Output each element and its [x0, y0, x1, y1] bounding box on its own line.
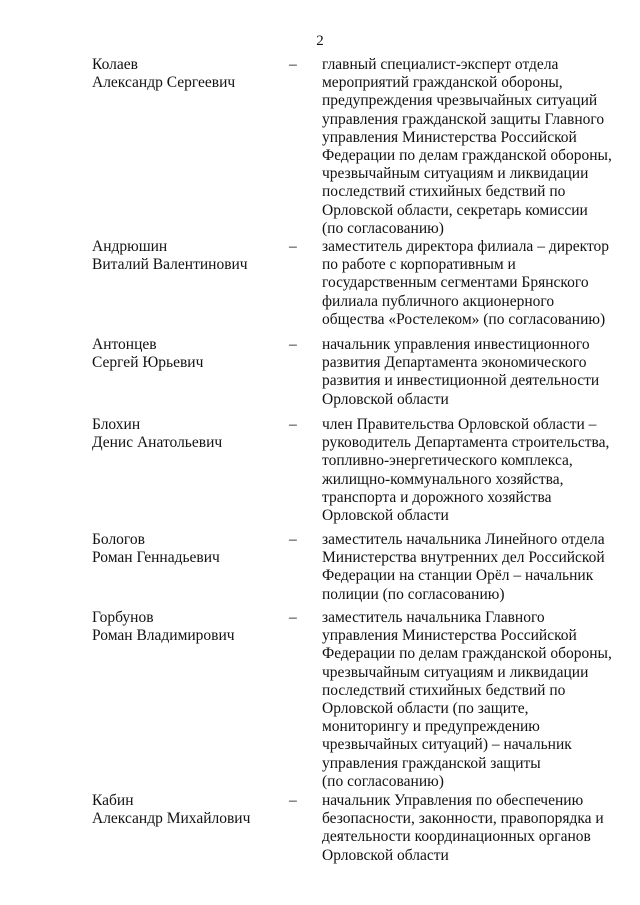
position-line: чрезвычайным ситуациям и ликвидации — [322, 663, 589, 681]
position-line: развития и инвестиционной деятельности — [322, 372, 600, 390]
position-line: Федерации по делам гражданской обороны, — [322, 645, 612, 663]
member-name — [92, 792, 282, 828]
position-line: начальник Управления по обеспечению — [322, 792, 584, 809]
position-line: руководитель Департамента строительства, — [322, 434, 610, 452]
member-position — [322, 336, 614, 409]
position-line: топливно-энергетического комплекса, — [322, 452, 573, 470]
position-line: Орловской области, секретарь комиссии — [322, 201, 588, 219]
position-line: Федерации на станции Орёл – начальник — [322, 567, 594, 585]
position-line: полиции (по согласованию) — [322, 585, 505, 603]
member-given-names: Александр Сергеевич — [92, 74, 236, 92]
position-line: предупреждения чрезвычайных ситуаций — [322, 92, 598, 110]
position-line: мониторингу и предупреждению — [322, 718, 540, 736]
member-given-names: Сергей Юрьевич — [92, 354, 204, 372]
member-position — [322, 56, 614, 238]
position-line: член Правительства Орловской области – — [322, 416, 597, 433]
member-name — [92, 531, 282, 567]
position-line: государственным сегментами Брянского — [322, 274, 589, 292]
dash-separator: – — [289, 336, 297, 353]
member-position — [322, 416, 614, 525]
position-line: Орловской области — [322, 507, 449, 525]
member-given-names: Виталий Валентинович — [92, 256, 248, 274]
position-line: заместитель начальника Главного — [322, 609, 545, 626]
dash-separator: – — [289, 531, 297, 548]
dash-separator: – — [289, 416, 297, 433]
position-line: общества «Ростелеком» (по согласованию) — [322, 310, 606, 328]
member-position — [322, 238, 614, 329]
position-line: управления гражданской защиты Главного — [322, 110, 605, 128]
position-line: транспорта и дорожного хозяйства — [322, 488, 552, 506]
dash-separator: – — [289, 238, 297, 255]
position-line: управления Министерства Российской — [322, 128, 577, 146]
dash-separator: – — [289, 792, 297, 809]
position-line: деятельности координационных органов — [322, 828, 591, 846]
position-line: последствий стихийных бедствий по — [322, 681, 566, 699]
member-name — [92, 336, 282, 372]
position-line: чрезвычайных ситуаций) – начальник — [322, 736, 572, 754]
member-surname: Блохин — [92, 416, 141, 433]
member-name — [92, 238, 282, 274]
position-line: Орловской области — [322, 846, 449, 864]
member-surname: Горбунов — [92, 609, 154, 626]
position-line: заместитель начальника Линейного отдела — [322, 531, 605, 548]
member-surname: Кабин — [92, 792, 134, 809]
position-line: начальник управления инвестиционного — [322, 336, 590, 353]
position-line: заместитель директора филиала – директор — [322, 238, 610, 255]
position-line: управления Министерства Российской — [322, 627, 577, 645]
position-line: главный специалист-эксперт отдела — [322, 56, 559, 73]
member-surname: Антонцев — [92, 336, 157, 353]
position-line: управления гражданской защиты — [322, 754, 541, 772]
dash-separator: – — [289, 56, 297, 73]
member-given-names: Денис Анатольевич — [92, 434, 223, 452]
position-line: развития Департамента экономического — [322, 354, 587, 372]
position-line: жилищно-коммунального хозяйства, — [322, 470, 564, 488]
position-line: чрезвычайным ситуациям и ликвидации — [322, 165, 589, 183]
member-position — [322, 531, 614, 604]
member-given-names: Роман Геннадьевич — [92, 549, 220, 567]
position-line: филиала публичного акционерного — [322, 292, 555, 310]
member-name — [92, 609, 282, 645]
member-surname: Бологов — [92, 531, 145, 548]
member-surname: Андрюшин — [92, 238, 168, 255]
member-position — [322, 609, 614, 791]
position-line: по работе с корпоративным и — [322, 256, 516, 274]
position-line: (по согласованию) — [322, 772, 444, 790]
member-name — [92, 416, 282, 452]
position-line: безопасности, законности, правопорядка и — [322, 810, 604, 828]
member-position — [322, 792, 614, 865]
position-line: (по согласованию) — [322, 219, 444, 237]
position-line: Федерации по делам гражданской обороны, — [322, 147, 612, 165]
member-given-names: Александр Михайлович — [92, 810, 251, 828]
member-surname: Колаев — [92, 56, 138, 73]
page-number: 2 — [316, 33, 324, 49]
position-line: мероприятий гражданской обороны, — [322, 74, 563, 92]
member-given-names: Роман Владимирович — [92, 627, 235, 645]
position-line: Орловской области (по защите, — [322, 700, 529, 718]
position-line: Министерства внутренних дел Российской — [322, 549, 605, 567]
position-line: последствий стихийных бедствий по — [322, 183, 566, 201]
dash-separator: – — [289, 609, 297, 626]
member-name — [92, 56, 282, 92]
position-line: Орловской области — [322, 390, 449, 408]
